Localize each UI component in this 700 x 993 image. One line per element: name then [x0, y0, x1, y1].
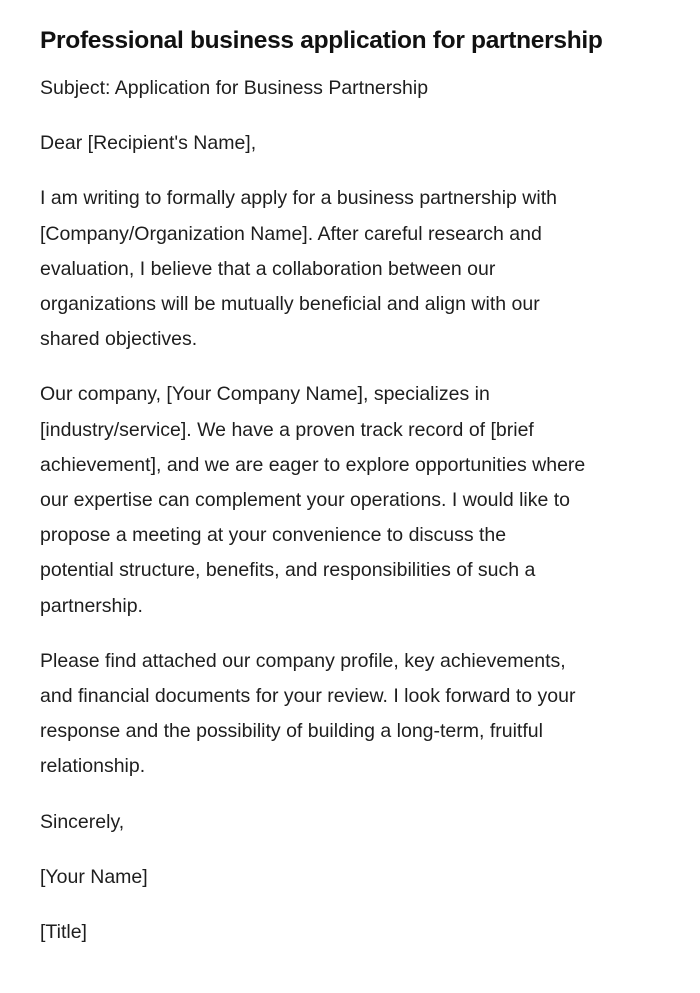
closing: Sincerely, — [40, 810, 125, 833]
salutation: Dear [Recipient's Name], — [40, 132, 257, 155]
signature-title: [Title] — [40, 921, 87, 944]
document-title: Professional business application for partnership — [40, 27, 603, 54]
paragraph-line: Our company, [Your Company Name], specializes in — [40, 383, 490, 406]
paragraph-line: relationship. — [40, 755, 146, 778]
body-paragraph-2 — [40, 377, 660, 623]
body-paragraph-1 — [40, 181, 660, 357]
paragraph-line: Please find attached our company profile, key achievements, — [40, 649, 566, 672]
paragraph-line: shared objectives. — [40, 328, 198, 351]
paragraph-line: I am writing to formally apply for a business partnership with — [40, 187, 557, 210]
paragraph-line: organizations will be mutually beneficial and align with our — [40, 293, 540, 316]
paragraph-line: and financial documents for your review. I look forward to your — [40, 685, 576, 708]
signature-name: [Your Name] — [40, 865, 148, 888]
paragraph-line: response and the possibility of building a long-term, fruitful — [40, 720, 543, 743]
body-paragraph-3 — [40, 644, 660, 785]
paragraph-line: achievement], and we are eager to explore opportunities where — [40, 453, 586, 476]
paragraph-line: evaluation, I believe that a collaboration between our — [40, 257, 496, 280]
paragraph-line: potential structure, benefits, and responsibilities of such a — [40, 559, 536, 582]
paragraph-line: partnership. — [40, 594, 143, 617]
subject-line: Subject: Application for Business Partnership — [40, 77, 429, 99]
paragraph-line: our expertise can complement your operations. I would like to — [40, 489, 571, 512]
paragraph-line: [Company/Organization Name]. After careful research and — [40, 222, 542, 245]
paragraph-line: [industry/service]. We have a proven track record of [brief — [40, 418, 534, 441]
paragraph-line: propose a meeting at your convenience to discuss the — [40, 524, 507, 547]
